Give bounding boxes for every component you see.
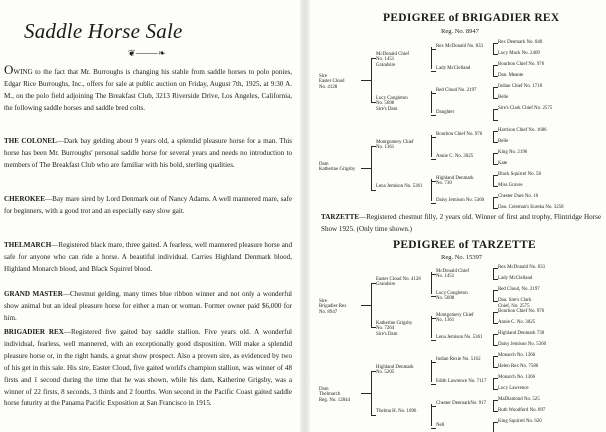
ancestor-name: Red Cloud, No. 2197: [498, 287, 540, 292]
ancestor-name: Belle: [498, 95, 509, 100]
ancestor-name: Daisy Jemison No. 5360: [498, 342, 547, 347]
entry-text: —Dark bay gelding about 9 years old, a splendid pleasure horse for a man. This horse has been Mr. Burroughs' personal saddle horse for several years and needs no introduction to members of The Breakfast Club who are familiar with his bold, sterling qualities.: [4, 137, 292, 169]
grandparent-name: Montgomery Chief No. 1361: [376, 139, 414, 151]
entry-tarzette: [321, 212, 601, 235]
dam-name: Dam Thelmarch Reg. No. 12844: [319, 386, 350, 403]
tree-connector: [493, 367, 498, 368]
great-grandparent-name: Nell: [436, 422, 445, 428]
grandparent-name: Easter Cloud No. 4128 Grandsire: [376, 276, 421, 288]
tree-connector: [493, 290, 494, 301]
tree-connector: [493, 164, 498, 165]
tree-connector: [493, 43, 494, 54]
tree-connector: [431, 181, 436, 182]
great-grandparent-name: Bourbon Chief No. 976: [436, 131, 483, 137]
tree-connector: [493, 153, 498, 154]
tree-connector: [493, 87, 494, 98]
great-grandparent-name: Chester DenmarkNo. 917: [436, 400, 487, 406]
tree-connector: [493, 312, 498, 313]
great-grandparent-name: Lady McClelland: [436, 65, 471, 71]
tree-connector: [493, 76, 498, 77]
tree-connector: [493, 109, 498, 110]
tree-connector: [371, 415, 376, 416]
tree-connector: [493, 422, 494, 432]
tree-connector: [493, 65, 494, 76]
tree-connector: [431, 49, 436, 50]
entry-name: BRIGADIER REX: [4, 328, 64, 336]
ancestor-name: Helen Rex No. 7586: [498, 364, 539, 369]
great-grandparent-name: Daughter: [436, 109, 455, 115]
tree-connector: [493, 422, 498, 423]
ancestor-name: Highland Denmark 730: [498, 331, 545, 336]
entry-name: CHEROKEE: [4, 195, 45, 203]
tree-connector: [493, 109, 494, 120]
tree-connector: [431, 135, 432, 157]
tree-connector: [493, 400, 498, 401]
grandparent-name: Katherine Grigsby No. 7264 Sire's Dam: [376, 320, 413, 337]
ancestor-name: Dau. Sire's Clark Chief, No. 2575: [498, 298, 532, 309]
tree-connector: [431, 272, 432, 294]
tree-connector: [493, 87, 498, 88]
ancestor-name: Rex Denmark No. 840: [498, 40, 543, 45]
entry-name: THE COLONEL: [4, 137, 57, 145]
tree-connector: [493, 411, 498, 412]
great-grandparent-name: Lena Jemison No. 5361: [436, 334, 483, 340]
tree-connector: [431, 360, 432, 382]
tree-connector: [493, 131, 494, 142]
tree-connector: [493, 153, 494, 164]
tree-connector: [431, 316, 432, 338]
tree-connector: [493, 378, 494, 389]
tree-connector: [371, 102, 376, 103]
grandparent-name: Lucy Congleton No. 5698 Sire's Dam: [376, 95, 408, 112]
right-page: [313, 0, 604, 432]
ancestor-name: Bourbon Chief No. 976: [498, 62, 545, 67]
tree-connector: [371, 371, 372, 415]
tree-connector: [493, 175, 498, 176]
tree-connector: [493, 131, 498, 132]
tree-connector: [371, 371, 376, 372]
ancestor-name: Lucy Lawrence: [498, 386, 529, 391]
ancestor-name: Belle: [498, 139, 509, 144]
entry-text: —Registered black mare, three gaited. A fearless, well mannered pleasure horse and safe for anyone who can ride a horse. A beautiful individual. Carries Highland Denmark blood, Highland Monarch blood, and Black Squirrel blood.: [4, 241, 292, 273]
tree-connector: [493, 323, 498, 324]
great-grandparent-name: McDonald Chief No. 1451: [436, 268, 470, 280]
pedigree-reg: Reg. No. 15397: [441, 254, 483, 261]
page-title: Saddle Horse Sale: [24, 19, 183, 43]
ancestor-name: Monarch No. 1366: [498, 375, 536, 380]
tree-connector: [493, 197, 498, 198]
tree-connector: [361, 305, 371, 306]
tree-connector: [493, 290, 498, 291]
tree-connector: [431, 91, 432, 113]
tree-connector: [431, 93, 436, 94]
tree-connector: [493, 356, 494, 367]
ancestor-name: Monarch No. 1366: [498, 353, 536, 358]
great-grandparent-name: Annie C. No. 3025: [436, 153, 474, 159]
ancestor-name: Lady McClelland: [498, 276, 533, 281]
tree-connector: [493, 356, 498, 357]
entry-text: —Registered chestnut filly, 2 years old. Winner of first and trophy, Flintridge Horse Show 1925. (Only time shown.): [321, 213, 601, 233]
entry-thelmarch: [4, 240, 292, 276]
tree-connector: [431, 115, 436, 116]
entry-text: —Registered five gaited bay saddle stallion. Five years old. A wonderful individual, fearless, well mannered, with an exceptionally good disposition. Will make a splendid pleasure horse or, in the right hands, a great show prospect. Also a proven sire, as evidenced by two of his get in this sale. His sire, Easter Cloud, five gaited world's champion stallion, was winner of 48 firsts and 1 second during the time that he was shown, while his dam, Katherine Grigsby, was a winner of 22 firsts, 8 seconds, 3 thirds and 2 fourths. Won second in the Pacific Coast gaited saddle horse futurity at the Panama Pacific Exposition at San Francisco in 1915.: [4, 328, 292, 408]
intro-text: WING to the fact that Mr. Burroughs is changing his stable from saddle horses to polo ponies, Edgar Rice Burroughs, Inc., offers for sale at public auction on Friday, August 7th, 1925, at 9:30 A. M., on the polo field adjoining The Breakfast Club, 3213 Riverside Drive, Los Angeles, California, the following saddle horses and saddle bred colts.: [4, 68, 292, 112]
tree-connector: [493, 345, 498, 346]
ancestor-name: Harrison Chief No. 1606: [498, 128, 547, 133]
great-grandparent-name: Daisy Jemison No. 5360: [436, 197, 485, 203]
great-grandparent-name: Highland Denmark No. 730: [436, 175, 474, 187]
entry-brigadier-rex: [4, 327, 292, 410]
tree-connector: [431, 404, 432, 426]
tree-connector: [493, 186, 498, 187]
ancestor-name: Chester Dare No. 10: [498, 194, 539, 199]
left-page: [4, 0, 292, 432]
ancestor-name: Bourbon Chief No. 976: [498, 309, 545, 314]
tree-connector: [371, 146, 376, 147]
tree-connector: [361, 80, 371, 81]
sire-name: Sire Brigadier Rex No. 8947: [319, 298, 347, 315]
ancestor-name: Black Squirrel No. 58: [498, 172, 541, 177]
entry-name: TARZETTE: [321, 213, 360, 221]
ancestor-name: MaDiamond No. 525: [498, 397, 540, 402]
tree-connector: [493, 301, 498, 302]
tree-connector: [431, 428, 436, 429]
great-grandparent-name: Montgomery Chief No. 1361: [436, 312, 474, 324]
tree-connector: [431, 137, 436, 138]
ancestor-name: Lucy Mack No. 2469: [498, 51, 540, 56]
tree-connector: [493, 54, 498, 55]
tree-connector: [493, 389, 498, 390]
intro-paragraph: [4, 62, 292, 115]
tree-connector: [371, 283, 376, 284]
tree-connector: [361, 168, 371, 169]
tree-connector: [431, 296, 436, 297]
great-grandparent-name: Indian Rexie No. 5162: [436, 356, 481, 362]
tree-connector: [431, 274, 436, 275]
entry-grand-master: [4, 289, 292, 325]
ancestor-name: Annie C. No. 3025: [498, 320, 536, 325]
sire-name: Sire Easter Cloud No. 4128: [319, 73, 345, 90]
ancestor-name: Dan. Meante: [498, 73, 524, 78]
tree-connector: [371, 58, 376, 59]
tree-connector: [371, 146, 372, 190]
tree-connector: [493, 197, 494, 208]
pedigree-reg: Reg. No. 8947: [441, 28, 479, 35]
entry-name: THELMARCH: [4, 241, 52, 249]
tree-connector: [431, 71, 436, 72]
ancestor-name: Rex McDonald No. 833: [498, 265, 545, 270]
tree-connector: [493, 334, 494, 345]
ancestor-name: Miss Graves: [498, 183, 523, 188]
tree-connector: [493, 175, 494, 186]
tree-connector: [493, 378, 498, 379]
page-gutter: [300, 0, 310, 432]
entry-the-colonel: [4, 136, 292, 172]
tree-connector: [493, 43, 498, 44]
grandparent-name: Highland Denmark No. 5205: [376, 364, 414, 376]
tree-connector: [431, 362, 436, 363]
tree-connector: [493, 268, 498, 269]
tree-connector: [431, 340, 436, 341]
tree-connector: [361, 393, 371, 394]
ancestor-name: King No. 2196: [498, 150, 528, 155]
tree-connector: [431, 203, 436, 204]
ancestor-name: Dau. Coleman's Eureka No. 3258: [498, 205, 564, 210]
ancestor-name: Ruth Woodford No. 897: [498, 408, 546, 413]
grandparent-name: Lena Jemison No. 5361: [376, 183, 423, 189]
tree-connector: [493, 142, 498, 143]
great-grandparent-name: Edith Lawrence No. 7117: [436, 378, 487, 384]
entry-text: —Bay mare sired by Lord Denmark out of Nancy Adams. A well mannered mare, safe for beginners, with a good trot and an especially easy slow gait.: [4, 195, 292, 215]
drop-cap: O: [4, 62, 14, 77]
tree-connector: [431, 318, 436, 319]
tree-connector: [493, 65, 498, 66]
ancestor-name: Indian Chief No. 1718: [498, 84, 543, 89]
tree-connector: [493, 120, 498, 121]
dam-name: Dam Katherine Grigsby: [319, 161, 356, 173]
tree-connector: [493, 98, 498, 99]
ancestor-name: Sire's Clark Chief No. 2575: [498, 106, 553, 111]
tree-connector: [493, 268, 494, 279]
grandparent-name: Thelma H. No. 1096: [376, 408, 417, 414]
entry-name: GRAND MASTER: [4, 290, 63, 298]
ancestor-name: Kate: [498, 161, 508, 166]
tree-connector: [431, 384, 436, 385]
tree-connector: [431, 159, 436, 160]
entry-text: —Chestnut gelding, many times blue ribbon winner and not only a wonderful show animal but an ideal pleasure horse for either a man or woman. Former owner paid $6,000 for him.: [4, 290, 292, 322]
tree-connector: [493, 279, 498, 280]
tree-connector: [371, 283, 372, 327]
tree-connector: [431, 406, 436, 407]
great-grandparent-name: Rex McDonald No. 833: [436, 43, 483, 49]
entry-cherokee: [4, 194, 292, 218]
tree-connector: [493, 312, 494, 323]
tree-connector: [431, 179, 432, 201]
pedigree-title: PEDIGREE of BRIGADIER REX: [383, 12, 560, 24]
ancestor-name: King Squirrel No. 620: [498, 419, 542, 424]
great-grandparent-name: Red Cloud No. 2197: [436, 87, 477, 93]
tree-connector: [493, 334, 498, 335]
tree-connector: [371, 327, 376, 328]
tree-connector: [431, 47, 432, 69]
tree-connector: [371, 58, 372, 102]
ornament: ❦⸻❧: [128, 48, 166, 58]
great-grandparent-name: Lucy Congleton No. 5698: [436, 290, 468, 302]
tree-connector: [371, 190, 376, 191]
tree-connector: [493, 400, 494, 411]
pedigree-title: PEDIGREE of TARZETTE: [393, 239, 536, 251]
grandparent-name: McDonald Chief No. 1451 Grandsire: [376, 51, 410, 68]
tree-connector: [493, 208, 498, 209]
